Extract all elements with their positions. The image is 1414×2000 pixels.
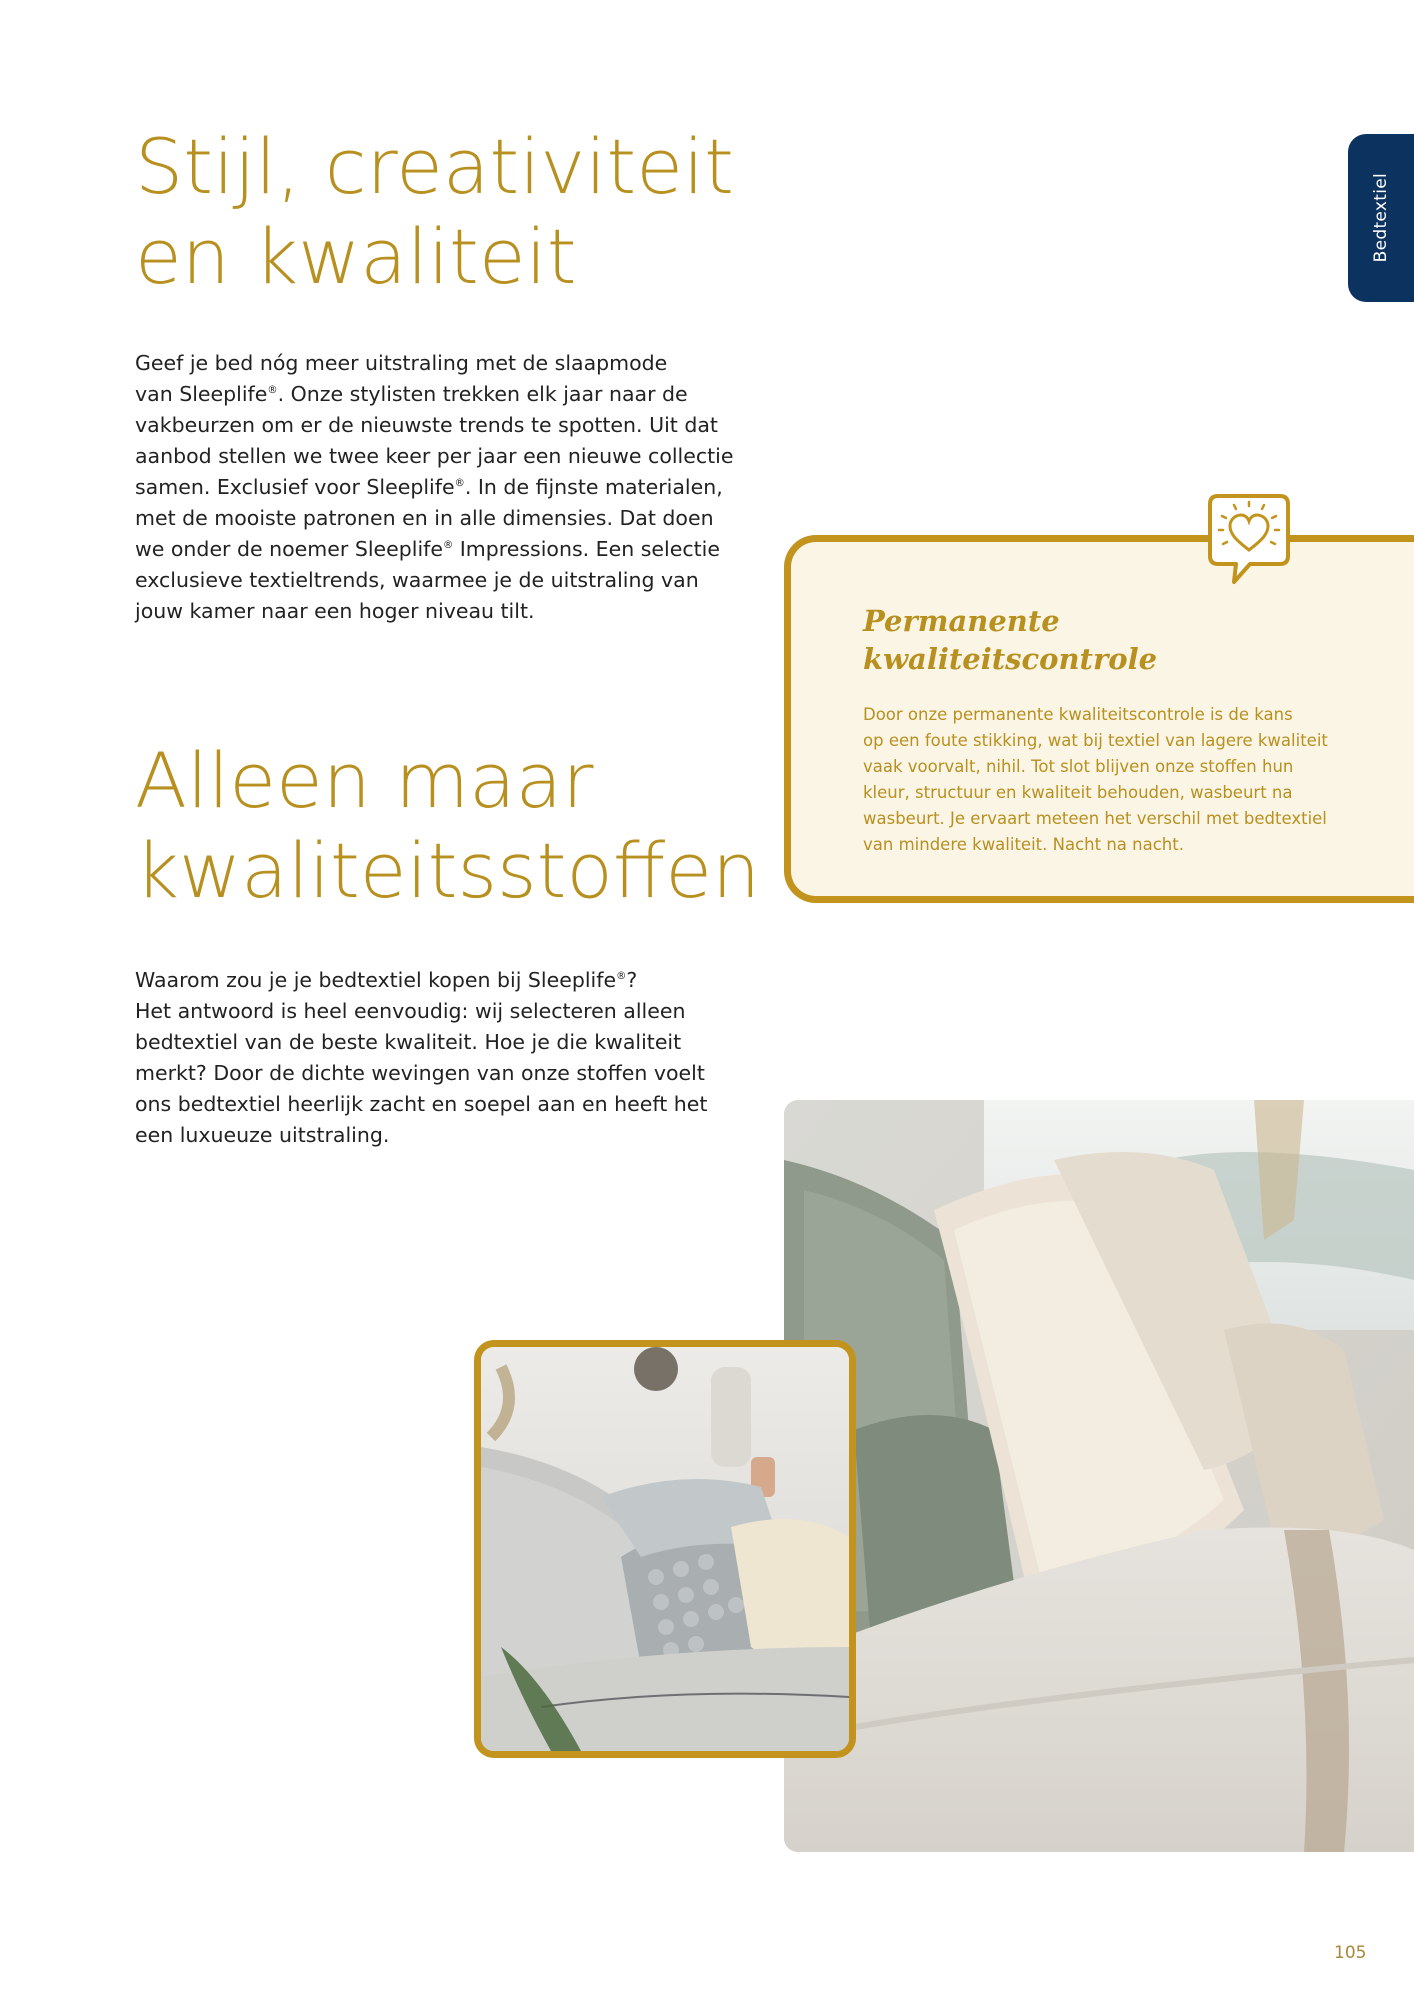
paragraph-line: ons bedtextiel heerlijk zacht en soepel aan en heeft het — [135, 1092, 708, 1116]
paragraph-line: samen. Exclusief voor Sleeplife®. In de fijnste materialen, — [135, 475, 723, 499]
info-text-line: Door onze permanente kwaliteitscontrole is de kans — [863, 705, 1293, 724]
paragraph-quality — [135, 965, 708, 1151]
quality-control-box — [784, 535, 1414, 903]
side-tab-bedtextiel[interactable] — [1348, 134, 1414, 302]
paragraph-line: met de mooiste patronen en in alle dimensies. Dat doen — [135, 506, 714, 530]
paragraph-line: bedtextiel van de beste kwaliteit. Hoe je die kwaliteit — [135, 1030, 682, 1054]
paragraph-line: Geef je bed nóg meer uitstraling met de slaapmode — [135, 351, 668, 375]
heading-line: en kwaliteit — [135, 211, 577, 301]
bed-cushions-photo — [474, 1340, 856, 1758]
paragraph-line: Het antwoord is heel eenvoudig: wij selecteren alleen — [135, 999, 686, 1023]
paragraph-line: een luxueuze uitstraling. — [135, 1123, 390, 1147]
heading-line: Alleen maar — [135, 736, 594, 825]
heading-quality-fabrics — [135, 736, 760, 915]
heading-line: Stijl, creativiteit — [135, 122, 734, 211]
info-text-line: op een foute stikking, wat bij textiel van lagere kwaliteit — [863, 731, 1328, 750]
info-box-title — [863, 602, 1157, 678]
paragraph-line: we onder de noemer Sleeplife® Impressions. Een selectie — [135, 537, 720, 561]
paragraph-line: Waarom zou je je bedtextiel kopen bij Sleeplife®? — [135, 968, 638, 992]
info-text-line: kleur, structuur en kwaliteit behouden, wasbeurt na — [863, 783, 1293, 802]
bed-pillows-photo — [784, 1100, 1414, 1852]
paragraph-line: jouw kamer naar een hoger niveau tilt. — [135, 599, 535, 623]
paragraph-style — [135, 348, 734, 627]
paragraph-line: aanbod stellen we twee keer per jaar een nieuwe collectie — [135, 444, 734, 468]
paragraph-line: van Sleeplife®. Onze stylisten trekken elk jaar naar de — [135, 382, 688, 406]
heart-speech-bubble-icon — [1206, 492, 1292, 588]
info-text-line: van mindere kwaliteit. Nacht na nacht. — [863, 835, 1184, 854]
info-text-line: wasbeurt. Je ervaart meteen het verschil met bedtextiel — [863, 809, 1327, 828]
info-title-line: kwaliteitscontrole — [863, 642, 1158, 676]
side-tab-label: Bedtextiel — [1371, 173, 1391, 263]
page-number: 105 — [1334, 1943, 1367, 1963]
info-text-line: vaak voorvalt, nihil. Tot slot blijven onze stoffen hun — [863, 757, 1294, 776]
paragraph-line: vakbeurzen om er de nieuwste trends te spotten. Uit dat — [135, 413, 718, 437]
heading-line: kwaliteitsstoffen — [135, 825, 761, 915]
info-box-text — [863, 702, 1343, 858]
paragraph-line: merkt? Door de dichte wevingen van onze stoffen voelt — [135, 1061, 705, 1085]
info-title-line: Permanente — [863, 604, 1060, 638]
paragraph-line: exclusieve textieltrends, waarmee je de uitstraling van — [135, 568, 699, 592]
heading-style-creativity — [135, 122, 734, 301]
